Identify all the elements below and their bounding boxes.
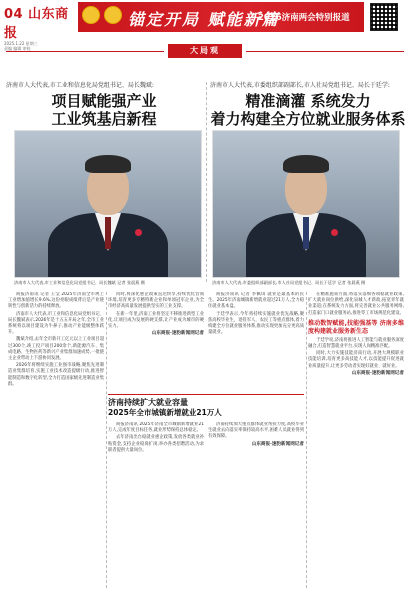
right-subhead: 推动数智赋能,技能强基等 济南多维度构建就业服务新生态 bbox=[308, 319, 404, 335]
center-box-body-col2 bbox=[208, 422, 304, 588]
right-headline-line1: 精准滴灌 系统发力 bbox=[245, 92, 371, 110]
left-paragraph: 商报济南讯 记者 王莹 2025年济南全市规上工业增加值增长9.6%,这份亮眼成绩背后是产业链韧性与创新活力的持续释放。 bbox=[8, 292, 104, 310]
right-article-body-col2 bbox=[308, 292, 404, 588]
right-headline-line2: 着力构建全方位就业服务体系 bbox=[210, 110, 406, 128]
masthead-slogan: 锚定开局 赋能新篇 bbox=[128, 10, 280, 29]
center-box-title1: 济南持续扩大就业容量 bbox=[108, 398, 188, 407]
right-portrait-photo bbox=[212, 130, 400, 278]
right-byline: 山东商报·速豹新闻网记者 bbox=[351, 370, 404, 376]
column-divider bbox=[106, 292, 107, 588]
left-paragraph: 济南市人大代表,市工业和信息化局党组书记、局长魏斌表示,2026年是十五五开局之年,全市工业系统将以项目建设为牛鼻子,推动产业能级整体跃升。 bbox=[8, 311, 104, 336]
left-photo-caption: 济南市人大代表,市工业和信息化局党组书记、局长魏斌 记者 张晨燕 摄 bbox=[14, 280, 145, 285]
center-paragraph: 商报济南讯 2025年济南全市城镇新增就业21万人,完成年度目标任务,就业形势保持总体稳定。 bbox=[108, 422, 204, 434]
center-box-top-rule bbox=[108, 394, 304, 395]
left-article-body-col1 bbox=[8, 292, 104, 588]
left-paragraph: 同时,将深化惠企政策直达快享,持续优化营商环境,培育更多专精特新企业和单项冠军企业,为全市经济高质量发展提供坚实的工业支撑。 bbox=[108, 292, 204, 310]
left-article-body-col2 bbox=[108, 292, 204, 390]
date-line: 2025.1.22 星期三 bbox=[4, 41, 38, 46]
left-kicker: 济南市人大代表,市工业和信息化局党组书记、局长魏斌: bbox=[6, 82, 154, 89]
masthead-left bbox=[4, 3, 74, 51]
right-photo-caption: 济南市人大代表,市委组织部副部长,市人社局党组书记、局长于廷学 记者 张晨燕 摄 bbox=[212, 280, 366, 285]
center-byline: 山东商报·速豹新闻网记者 bbox=[251, 441, 304, 447]
section-tag: 大局观 bbox=[168, 44, 242, 58]
party-emblem-icon bbox=[82, 6, 100, 24]
left-headline-line2: 工业筑基启新程 bbox=[51, 110, 157, 128]
right-article-header bbox=[210, 82, 406, 128]
left-paragraph: 在新一年里,济南工业将坚定不移推进新型工业化,让项目成为发展的硬支撑,让产业成为城市的硬实力。 bbox=[108, 311, 204, 330]
left-byline: 山东商报·速豹新闻网记者 bbox=[151, 331, 204, 337]
qr-code-icon bbox=[370, 3, 398, 31]
section-rule-left bbox=[6, 51, 164, 52]
column-divider bbox=[206, 82, 207, 282]
left-paragraph: 魏斌介绍,去年全市新开工亿元以上工业项目超过300个,竣工投产项目200余个,新能源汽车、集成电路、生物医药等新兴产业集群加速成势,一批链主企业带动上下游协同发展。 bbox=[8, 337, 104, 362]
center-box-body-col1 bbox=[108, 422, 204, 588]
left-paragraph: 2026年将继续实施工业强市战略,聚焦先进制造业集群培育,实施工业技术改造提级行动,推进智能制造和数字化转型,全力打造国家级先进制造业集群。 bbox=[8, 363, 104, 387]
right-kicker: 济南市人大代表,市委组织部副部长,市人社局党组书记、局长于廷学: bbox=[210, 82, 390, 89]
right-paragraph: 在精准施策方面,将落实落细各项稳就业政策,扩大就业岗位供给,深化泉城人才新政,拓宽青年就业渠道;在系统发力方面,将完善就业公共服务网络,打造家门口就业服务站,推进零工市场规范化建设。 bbox=[308, 292, 404, 316]
right-paragraph: 于廷学表示,今年将持续实施就业优先战略,聚焦高校毕业生、退役军人、农民工等重点群体,着力构建全方位就业服务体系,推动实现更加充分更高质量就业。 bbox=[208, 311, 304, 336]
left-article-header bbox=[6, 82, 202, 128]
column-divider bbox=[306, 292, 307, 588]
page-label: 04 山东商报 bbox=[4, 7, 69, 41]
editor-line: 责编 编辑 审校 bbox=[4, 46, 31, 51]
center-paragraph: 济南持续加大重点群体就业帮扶力度,高校毕业生就业去向落实率保持较高水平,困难人员就业得到有效保障。 bbox=[208, 422, 304, 440]
national-emblem-icon bbox=[104, 6, 122, 24]
section-rule-right bbox=[246, 51, 404, 52]
center-box-title2: 2025年全市城镇新增就业21万人 bbox=[108, 408, 222, 417]
left-headline-line1: 项目赋能强产业 bbox=[51, 92, 157, 110]
right-article-body-col1 bbox=[208, 292, 304, 390]
right-paragraph: 于廷学说,济南将推进人工智能与就业服务深度融合,打造智慧就业平台,实现人岗精准匹配。 bbox=[308, 337, 404, 350]
right-paragraph: 商报济南讯 记者 李佩琪 就业是最基本的民生。2025年济南城镇新增就业超过21万人,全力稳住就业基本盘。 bbox=[208, 292, 304, 310]
special-report-label: 2026济南两会特别报道 bbox=[258, 13, 350, 23]
right-paragraph: 同时,大力实施技能济南行动,开展大规模职业技能培训,培育更多高技能人才,以技能提升促进就业质量提升,让更多劳动者实现好就业、就好业。 bbox=[308, 351, 404, 369]
center-box-header bbox=[108, 398, 304, 418]
center-paragraph: 去年济南出台稳就业惠企政策,发放各类就业补贴资金,支持企业稳岗扩岗,举办各类招聘活动,为求职者提供大量岗位。 bbox=[108, 435, 204, 453]
left-portrait-photo bbox=[14, 130, 202, 278]
